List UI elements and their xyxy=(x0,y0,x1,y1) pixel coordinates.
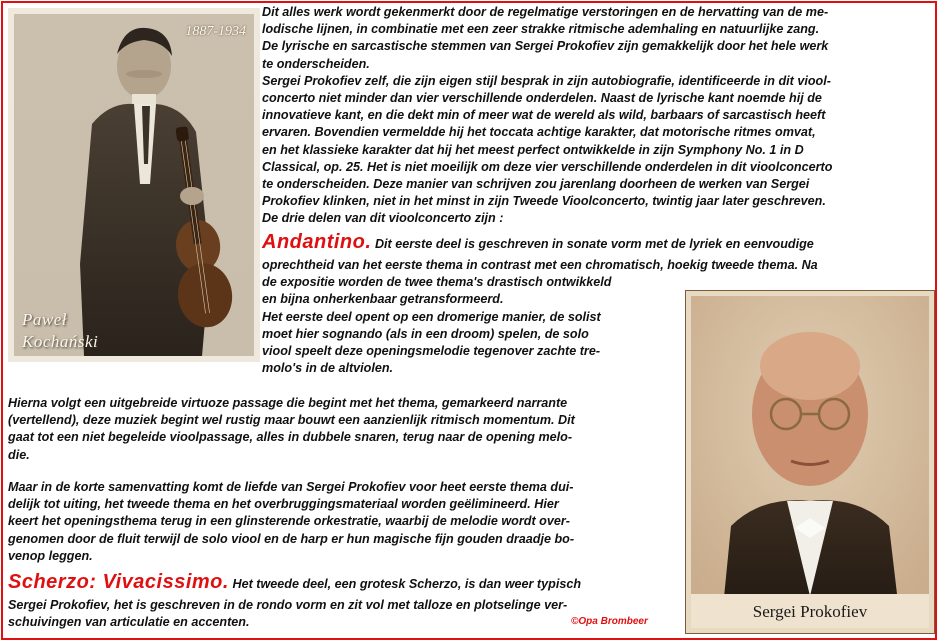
text-line: delijk tot uiting, het tweede thema en het overbruggingsmateriaal worden geëlimineerd. Hier xyxy=(8,497,559,512)
kochanski-photo xyxy=(8,8,260,362)
text-line: Hierna volgt een uitgebreide virtuoze passage die begint met het thema, gemarkeerd narrante xyxy=(8,396,568,410)
text-line: Maar in de korte samenvatting komt de liefde van Sergei Prokofiev voor heet eerste thema dui- xyxy=(8,480,574,494)
text-line: te onderscheiden. xyxy=(262,56,370,71)
text-line: Het tweede deel, een grotesk Scherzo, is dan weer typisch xyxy=(232,577,582,591)
text-line: en het klassieke karakter dat hij het meest perfect ontwikkelde in zijn Symphony No. 1 in D xyxy=(262,142,804,157)
text-line: Sergei Prokofiev zelf, die zijn eigen stijl besprak in zijn autobiografie, identificeerde in dit viool- xyxy=(262,73,831,88)
text-line: Classical, op. 25. Het is niet moeilijk om deze vier verschillende onderdelen in dit vioolconcerto xyxy=(262,159,833,174)
text-line: keert het openingsthema terug in een glinsterende orkestratie, waarbij de melodie wordt over- xyxy=(8,514,570,529)
photo-name-first: Paweł xyxy=(22,310,67,329)
text-line: concerto niet minder dan vier verschillende onderdelen. Naast de lyrische kant noemde hij de xyxy=(262,91,822,106)
text-line: Dit alles werk wordt gekenmerkt door de regelmatige verstoringen en de hervatting van de me- xyxy=(262,5,829,19)
text-line: ervaren. Bovendien vermeldde hij het toccata achtige karakter, dat motorische ritmes omvat, xyxy=(262,125,816,140)
text-line: Prokofiev klinken, niet in het minst in zijn Tweede Vioolconcerto, twintig jaar later geschreven. xyxy=(262,194,826,209)
text-line: te onderscheiden. Deze manier van schrijven zou jarenlang doorheen de werken van Sergei xyxy=(262,177,810,192)
text-line: gaat tot een niet begeleide vioolpassage, alles in dubbele snaren, terug naar de opening melo- xyxy=(8,430,573,445)
text-line: De lyrische en sarcastische stemmen van Sergei Prokofiev zijn gemakkelijk door het hele werk xyxy=(262,39,829,54)
text-line: de expositie worden de twee thema's drastisch ontwikkeld xyxy=(262,275,612,290)
andantino-section xyxy=(262,229,934,377)
text-line: en bijna onherkenbaar getransformeerd. xyxy=(262,292,504,307)
andantino-heading: Andantino. xyxy=(262,231,372,253)
text-line: Sergei Prokofiev, het is geschreven in de rondo vorm en zit vol met talloze en plotselinge ver- xyxy=(8,598,568,612)
text-line: innovatieve kant, en die dekt min of meer wat de wereld als wild, barbaars of sarcastisch heeft xyxy=(262,108,826,123)
page-frame xyxy=(1,1,937,640)
photo-name-last: Kochański xyxy=(22,332,99,351)
text-line: oprechtheid van het eerste thema in contrast met een chromatisch, hoekig tweede thema. Na xyxy=(262,258,818,272)
recapitulation-paragraph xyxy=(8,479,680,565)
lifespan-years: 1887-1934 xyxy=(185,24,246,39)
violinist-portrait-illustration xyxy=(14,14,254,356)
text-line: viool speelt deze openingsmelodie tegenover zachte tre- xyxy=(262,344,601,359)
portrait-caption: Sergei Prokofiev xyxy=(752,602,868,621)
text-line: (vertellend), deze muziek begint wel rustig maar bouwt een aanzienlijk ritmisch momentum. Dit xyxy=(8,413,575,428)
text-line: genomen door de fluit terwijl de solo viool en de harp er hun magische fijn gouden draadje bo- xyxy=(8,531,575,546)
andantino-heading-line xyxy=(262,229,934,257)
text-line: lodische lijnen, in combinatie met een zeer strakke ritmische ademhaling en natuurlijke zang. xyxy=(262,22,820,37)
virtuoso-paragraph xyxy=(8,395,680,464)
scherzo-heading-line xyxy=(8,569,680,597)
text-line: De drie delen van dit vioolconcerto zijn : xyxy=(262,211,504,226)
text-line: schuivingen van articulatie en accenten. xyxy=(8,615,250,630)
text-line: die. xyxy=(8,447,30,462)
text-line: Het eerste deel opent op een dromerige manier, de solist xyxy=(262,309,601,324)
copyright-credit: ©Opa Brombeer xyxy=(571,616,648,627)
text-line: molo's in de altviolen. xyxy=(262,361,394,376)
text-line: moet hier sognando (als in een droom) spelen, de solo xyxy=(262,326,589,341)
text-line: Dit eerste deel is geschreven in sonate vorm met de lyriek en eenvoudige xyxy=(374,237,814,251)
intro-paragraph xyxy=(262,4,934,228)
text-line: venop leggen. xyxy=(8,548,93,563)
scherzo-heading: Scherzo: Vivacissimo. xyxy=(8,571,229,593)
